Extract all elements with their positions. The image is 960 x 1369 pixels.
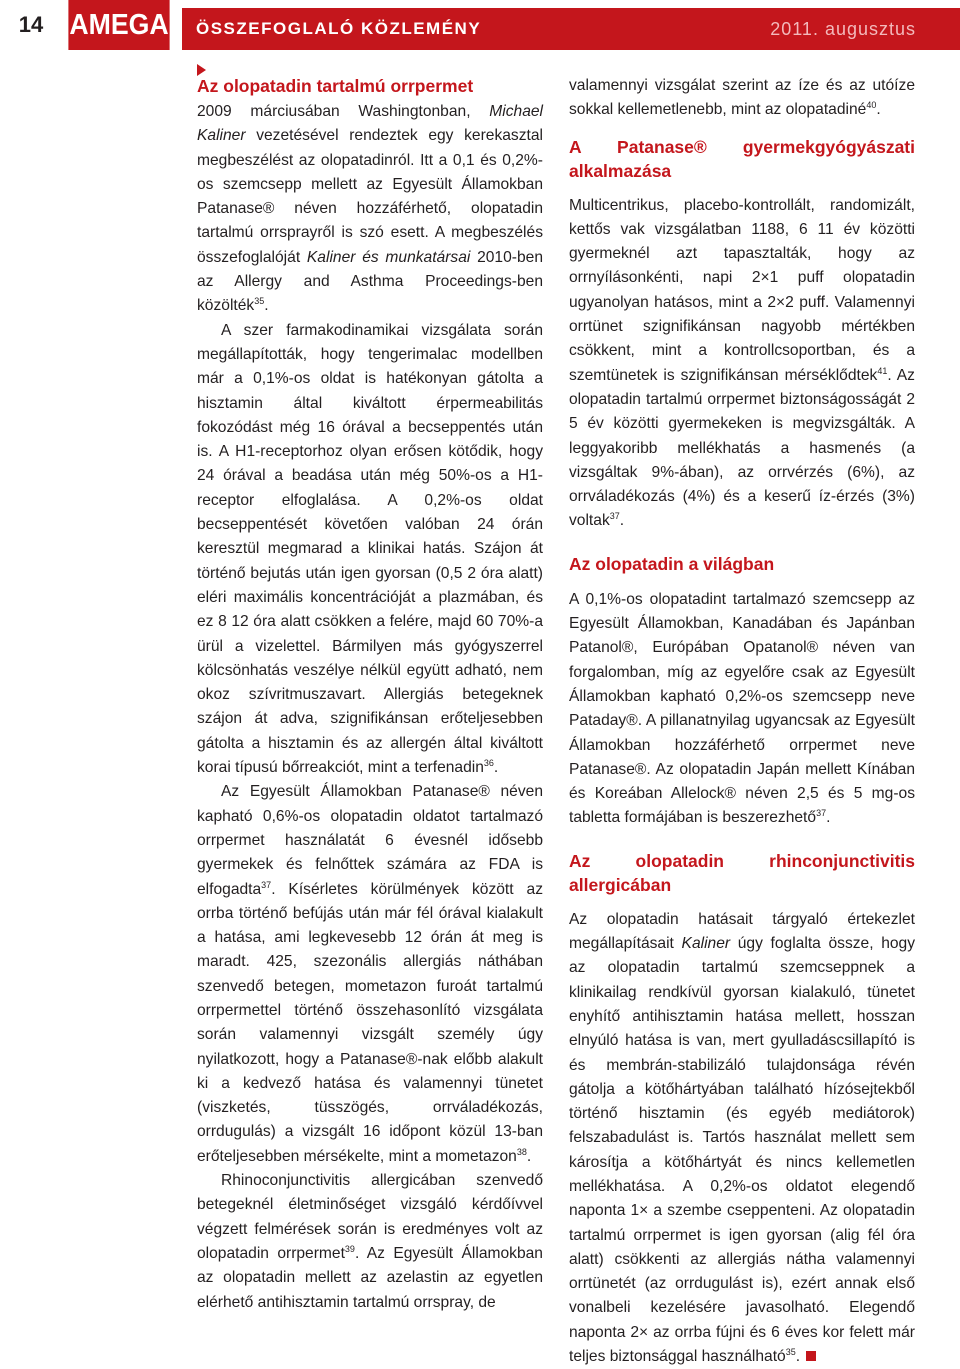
section-heading: Az olopatadin rhinconjunctivitis allergicában [569, 850, 915, 895]
paragraph [197, 319, 543, 781]
paragraph [569, 74, 915, 123]
page-number: 14 [18, 12, 44, 37]
section-heading: A Patanase® gyermekgyógyászati alkalmazása [569, 136, 915, 181]
reference-number: 35 [254, 296, 265, 307]
italic-text: Michael Kaliner [197, 103, 543, 145]
issue-date: 2011. augusztus [770, 19, 916, 39]
section-heading: Az olopatadin a világban [569, 553, 775, 574]
text-run: 2010-ben az Allergy and Asthma Proceedings-ben közölték [197, 248, 543, 315]
text-run: vezetésével rendeztek egy kerekasztal megbeszélést az olopatadinról. Itt a 0,1 és 0,2%-os szemcsepp mellett az Egyesült Államokban Patanase® néven hozzáférhető, olopatadin tartalmú orrsprayről is szó esett. A megbeszélés összefoglalóját [197, 127, 543, 266]
text-run: Az olopatadin hatásait tárgyaló értekezlet megállapításait [569, 910, 915, 953]
reference-number: 40 [866, 100, 877, 111]
italic-text: Kaliner [681, 935, 731, 953]
reference-number: 39 [344, 1243, 355, 1254]
text-run: Rhinoconjunctivitis allergicában szenvedő betegeknél életminőséget vizsgáló kérdőívvel végzett felmérések során is eredményes volt az olopatadin orrpermet [197, 1172, 543, 1262]
reference-number: 37 [609, 511, 620, 522]
reference-number: 37 [816, 808, 827, 819]
text-run: Multicentrikus, placebo-kontrollált, randomizált, kettős vak vizsgálatban 1188, 6 11 év közötti gyermeknél azt tapasztalták, hogy az orrnyílásonkénti, napi 2×1 puff olopatadin ugyanolyan hatásos, mint a 2×2 puff. Valamennyi orrtünet szignifikánsan nagyobb mértékben csökkent, mint a kontrollcsoportban, és a szemtünetek is szignifikánsan mérséklődtek [569, 196, 915, 384]
text-run: . [493, 759, 499, 777]
brand-logo: AMEGA [68, 0, 169, 50]
text-run: úgy foglalta össze, hogy az olopatadin tartalmú szemcseppnek a klinikailag rendkívül gyorsan kialakuló, tünetet enyhítő antihisztamin hatása mellett, hosszan elnyúló hatása is van, mert gyulladáscsillapító is és membrán-stabilizáló tulajdonsága révén gátolja a kötőhártyában található hízósejtekből történő hisztamin (és egyéb mediátorok) felszabadulást is. Tartós használat mellett sem károsítja a kötőhártyát és nincs kellemetlen mellékhatása. A 0,2%-os oldatot elegendő naponta 1× a szembe cseppenteni. Az olopatadin tartalmú orrpermet is igen gyorsan (alig fél óra alatt) csökkenti az allergiás nátha valamennyi orrtünetét (az orrdugulást is), ezért annak első vonalbeli kezelésére javasolható. Elegendő naponta 2× az orrba fújni és 6 éves kor felett már teljes biztonsággal használható [569, 935, 916, 1366]
reference-number: 35 [785, 1346, 796, 1357]
reference-number: 41 [877, 365, 888, 376]
page-header [0, 0, 960, 50]
text-run: . [876, 101, 881, 119]
italic-text: Kaliner és munkatársai [306, 248, 471, 266]
text-run: A szer farmakodinamikai vizsgálata során megállapították, hogy tengerimalac modellben már a 0,1%-os oldat is hatékonyan gátolta a hisztamin által kiváltott érpermeabilitás fokozódást még 16 órával a becseppentés után is. A H1-receptorhoz olyan erősen kötődik, hogy 24 órával a beadása után még 50%-os a H1-receptor elfoglalása. A 0,2%-os oldat becseppentését követően valóban 24 órán keresztül megmarad a klinikai hatás. Szájon át történő bejutás után igen gyorsan (0,5 2 óra alatt) eléri maximális koncentrációját a plazmában, és ez 8 12 óra alatt csökken a felére, majd 60 70%-a ürül a vizelettel. Bármilyen más gyógyszerrel kölcsönhatás veszélye nélkül együtt adható, nem okoz szívritmuszavart. Allergiás betegeknek szájon át adva, szignifikánsan erőteljesebben gátolta a hisztamin és az allergén által kiváltott korai típusú bőrreakciót, mint a terfenadin [197, 321, 543, 777]
text-run: Az Egyesült Államokban Patanase® néven kapható 0,6%-os olopatadin oldatot tartalmazó orrpermet használatát 6 évesnél idősebb gyermekek és felnőttek számára az FDA is elfogadta [197, 783, 543, 898]
text-run: . Kísérletes körülmények között az orrba történő befújás után már fél órával kialakult a hatása, ami legkevesebb 12 órán át meg is maradt. 425, szezonális allergiás náthában szenvedő betegen, mometazon furoát tartalmú orrpermettel történő összehasonlító vizsgálata során valamennyi vizsgált személy úgy nyilatkozott, hogy a Patanase®-nak előbb alakult ki a kedvező hatása és valamennyi tünetet (viszketés, tüsszögés, orrváladékozás, orrdugulás) a vizsgált 16 időpont közül 13-ban erőteljesebben mérsékelte, mint a mometazon [197, 880, 543, 1165]
text-run: A 0,1%-os olopatadint tartalmazó szemcsepp az Egyesült Államokban, Kanadában és Japánban Patanol®, Európában Opatanol® néven van forgalomban, míg az egyelőre csak az Egyesült Államokban kapható 0,2%-os szemcsepp neve Pataday®. A pillanatnyilag ugyancsak az Egyesült Államokban hozzáférhető orrpermet neve Patanase®. Az olopatadin Japán mellett Kínában és Koreában Allelock® néven 2,5 és 5 mg-os tabletta formájában is beszerezhető [569, 590, 915, 827]
section-title: ÖSSZEFOGLALÓ KÖZLEMÉNY [196, 19, 482, 38]
reference-number: 36 [483, 757, 494, 768]
paragraph [197, 780, 543, 1169]
reference-number: 37 [261, 879, 272, 890]
section-heading: Az olopatadin tartalmú orrpermet [197, 76, 474, 96]
text-run: . [619, 512, 625, 530]
right-column [569, 74, 915, 1369]
text-run: . Az Egyesült Államokban az olopatadin mellett az azelastin az egyetlen elérhető antihisztamin tartalmú orrspray, de [197, 1244, 543, 1311]
paragraph [197, 1169, 543, 1315]
left-column [197, 74, 543, 1315]
text-run: 2009 márciusában Washingtonban, [197, 103, 490, 120]
text-run: . Az olopatadin tartalmú orrpermet biztonságosságát 2 5 év közötti gyermekeken is megvizsgálták. A leggyakoribb mellékhatás a hasmenés (a vizsgáltak 9%-ában), az orrvérzés (6%), az orrváladékozás (4%) és a keserű íz-érzés (3%) voltak [569, 366, 915, 530]
text-run: . [264, 297, 269, 315]
text-run: . [826, 809, 831, 827]
text-run: valamennyi vizsgálat szerint az íze és az utóíze sokkal kellemetlenebb, mint az olopatadiné [569, 77, 915, 119]
paragraph [197, 100, 543, 319]
paragraph [569, 588, 915, 831]
reference-number: 38 [516, 1146, 527, 1157]
text-run: . [526, 1147, 532, 1165]
paragraph [569, 908, 915, 1369]
text-run: . [795, 1348, 801, 1366]
end-square-icon [806, 1351, 816, 1361]
header-band [182, 8, 960, 50]
paragraph [569, 194, 915, 534]
